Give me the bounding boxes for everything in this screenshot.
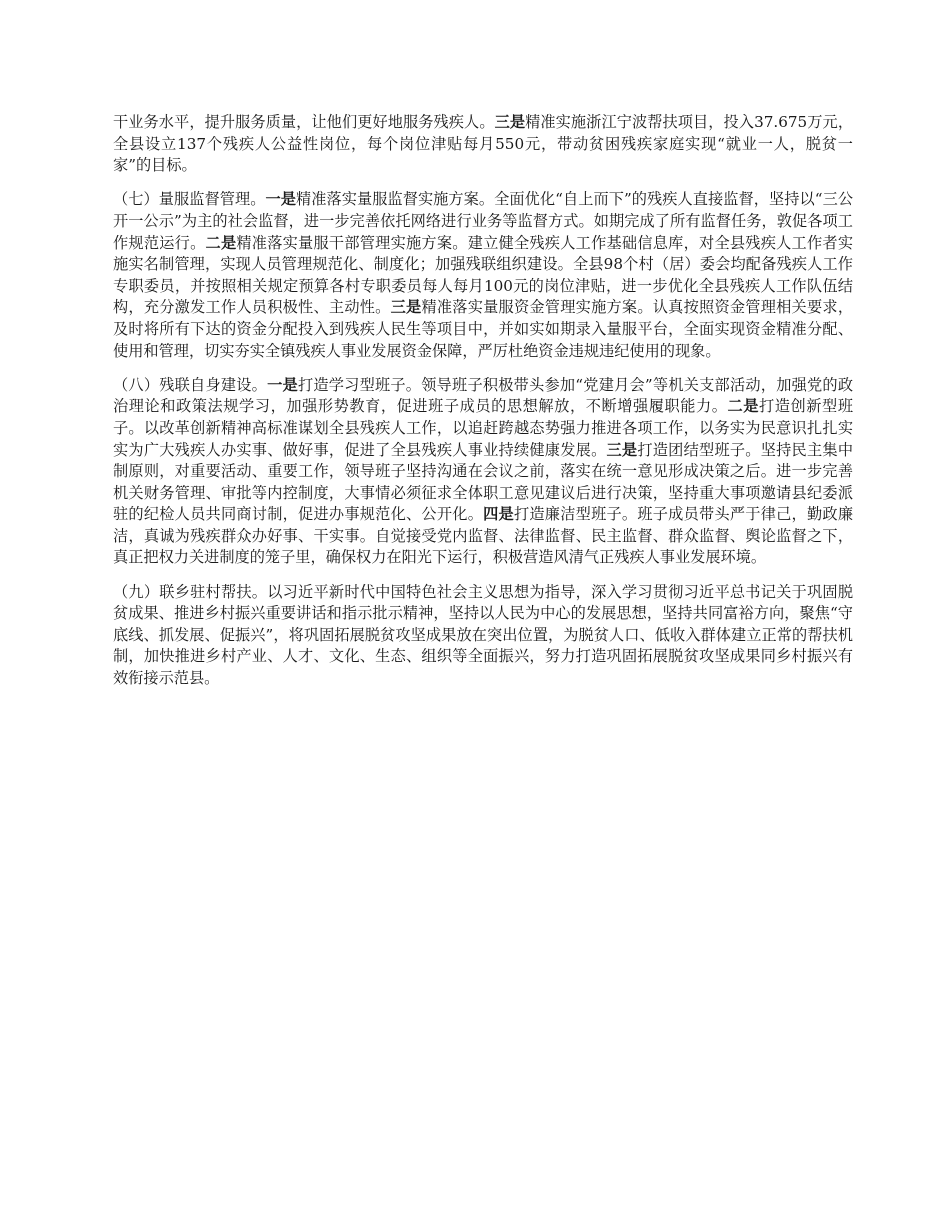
paragraph-service-quality	[113, 112, 853, 177]
text-span: 干业务水平，提升服务质量，让他们更好地服务残疾人。	[113, 113, 495, 131]
text-span: （九）联乡驻村帮扶。以习近平新时代中国特色社会主义思想为指导，深入学习贯彻习近平总书记关于巩固脱贫成果、推进乡村振兴重要讲话和指示批示精神，坚持以人民为中心的发展思想，坚持共同富裕方向，聚焦“守底线、抓发展、促振兴”，将巩固拓展脱贫攻坚成果放在突出位置，为脱贫人口、低收入群体建立正常的帮扶机制，加快推进乡村产业、人才、文化、生态、组织等全面振兴，努力打造巩固拓展脱贫攻坚成果同乡村振兴有效衔接示范县。	[113, 582, 853, 688]
bold-marker: 三是	[494, 113, 526, 131]
section-heading: （八）残联自身建设。	[113, 375, 268, 394]
bold-marker: 一是	[265, 190, 296, 209]
paragraph-section-7	[113, 189, 853, 362]
bold-marker: 四是	[483, 505, 514, 524]
bold-marker: 三是	[390, 298, 422, 317]
text-span: 打造廉洁型班子。班子成员带头严于律己，勤政廉洁，真诚为残疾群众办好事、干实事。自觉接受党内监督、法律监督、民主监督、群众监督、舆论监督之下，真正把权力关进制度的笼子里，确保权力在阳光下运行，积极营造风清气正残疾人事业发展环境。	[113, 505, 854, 567]
bold-marker: 三是	[606, 440, 638, 459]
bold-marker: 一是	[267, 375, 298, 394]
bold-marker: 二是	[727, 397, 760, 416]
bold-marker: 二是	[205, 233, 237, 252]
text-span: 打造团结型班子。坚持民主集中制原则，对重要活动、重要工作，领导班子坚持沟通在会议之前，落实在统一意见形成决策之后。进一步完善机关财务管理、审批等内控制度，大事情必须征求全体职工意见建议后进行决策，坚持重大事项邀请县纪委派驻的纪检人员共同商讨制，促进办事规范化、公开化。	[113, 440, 854, 524]
text-span: 打造创新型班子。以改革创新精神高标准谋划全县残疾人工作，以追赶跨越态势强力推进各项工作，以务实为民意识扎扎实实为广大残疾人办实事、做好事，促进了全县残疾人事业持续健康发展。	[113, 397, 854, 459]
text-span: 精准落实量服干部管理实施方案。建立健全残疾人工作基础信息库，对全县残疾人工作者实施实名制管理，实现人员管理规范化、制度化；加强残联组织建设。全县98个村（居）委会均配备残疾人工作专职委员，并按照相关规定预算各村专职委员每人每月100元的岗位津贴，进一步优化全县残疾人工作队伍结构，充分激发工作人员积极性、主动性。	[113, 233, 854, 317]
text-span: 打造学习型班子。领导班子积极带头参加“党建月会”等机关支部活动，加强党的政治理论和政策法规学习，加强形势教育，促进班子成员的思想解放，不断增强履职能力。	[113, 375, 854, 416]
document-body	[113, 112, 853, 702]
text-span: 精准实施浙江宁波帮扶项目，投入37.675万元，全县设立137个残疾人公益性岗位，每个岗位津贴每月550元，带动贫困残疾家庭实现“就业一人，脱贫一家”的目标。	[113, 113, 854, 175]
text-span: 精准落实量服资金管理实施方案。认真按照资金管理相关要求，及时将所有下达的资金分配投入到残疾人民生等项目中，并如实如期录入量服平台，全面实现资金精准分配、使用和管理，切实夯实全镇残疾人事业发展资金保障，严厉杜绝资金违规违纪使用的现象。	[113, 298, 854, 360]
section-heading: （七）量服监督管理。	[113, 190, 266, 209]
paragraph-section-9	[113, 582, 853, 690]
text-span: 精准落实量服监督实施方案。全面优化“自上而下”的残疾人直接监督，坚持以“三公开一公示”为主的社会监督，进一步完善依托网络进行业务等监督方式。如期完成了所有监督任务，敦促各项工作规范运行。	[113, 190, 854, 252]
paragraph-section-8	[113, 375, 853, 569]
